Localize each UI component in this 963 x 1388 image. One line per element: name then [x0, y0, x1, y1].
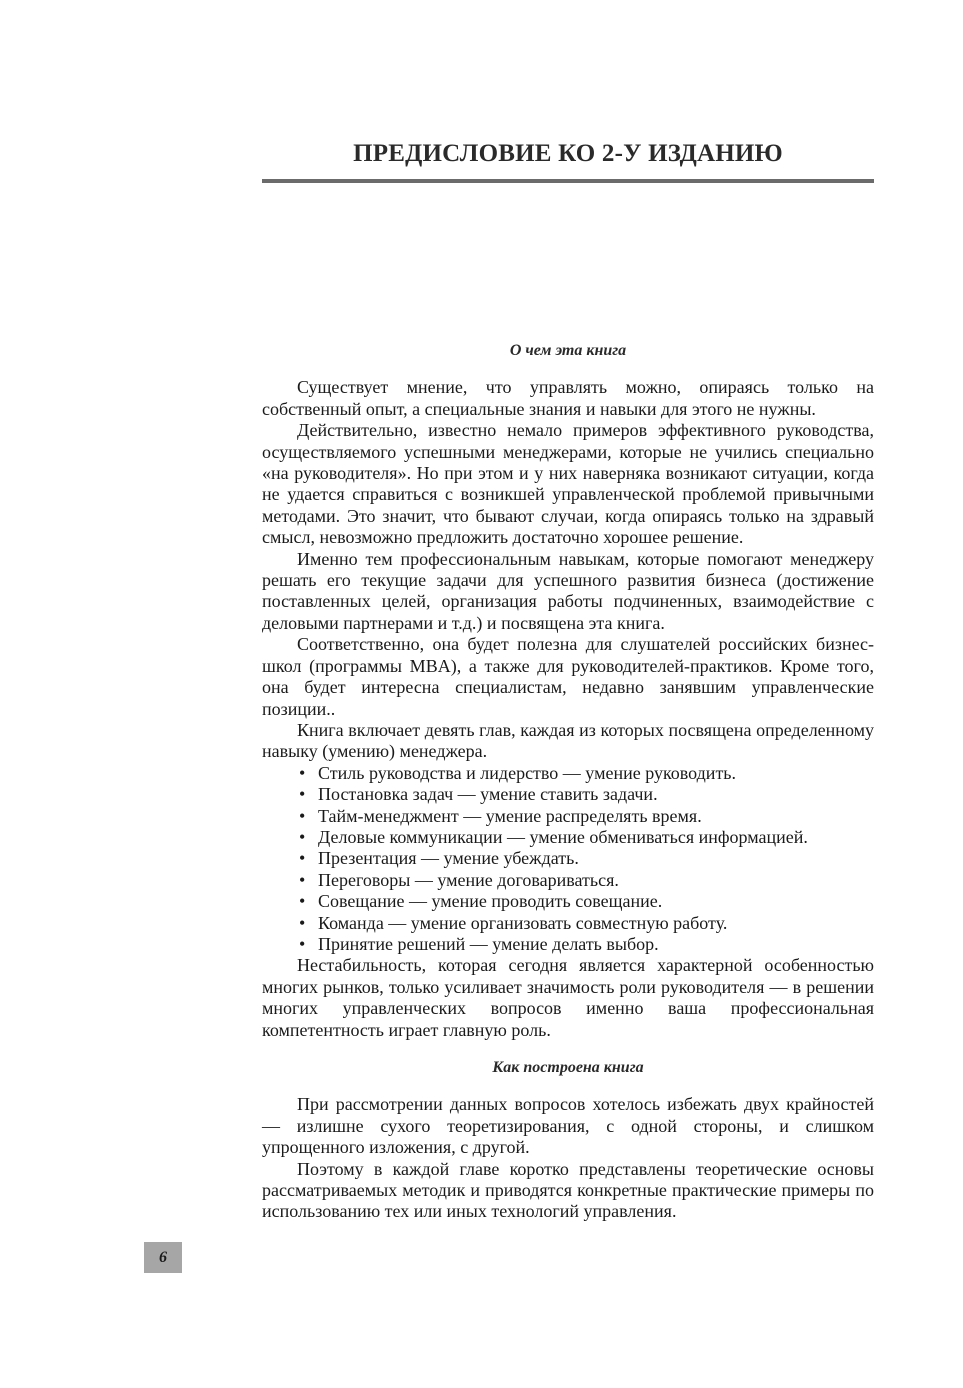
- list-item: • Переговоры — умение договариваться.: [262, 870, 874, 891]
- list-item: • Стиль руководства и лидерство — умение руководить.: [262, 763, 874, 784]
- skills-list: [262, 763, 874, 956]
- chapter-title: ПРЕДИСЛОВИЕ КО 2-У ИЗДАНИЮ: [353, 140, 783, 167]
- paragraph: Действительно, известно немало примеров эффективного руководства, осуществляемого успешными менеджерами, которые не учились специально «на руководителя». Но при этом и у них наверняка возникают ситуации, когда не удается справиться с возникшей управленческой проблемой привычными методами. Это значит, что бывают случаи, когда опираясь только на здравый смысл, невозможно предложить достаточно хорошее решение.: [262, 420, 874, 548]
- list-item: • Презентация — умение убеждать.: [262, 848, 874, 869]
- paragraph: Поэтому в каждой главе коротко представлены теоретические основы рассматриваемых методик и приводятся конкретные практические примеры по использованию тех или иных технологий управления.: [262, 1158, 874, 1222]
- page-content: [262, 340, 874, 1223]
- section-heading-structure: Как построена книга: [492, 1059, 644, 1076]
- paragraph: Существует мнение, что управлять можно, опираясь только на собственный опыт, а специальные знания и навыки для этого не нужны.: [262, 377, 874, 419]
- list-item: • Тайм-менеджмент — умение распределять время.: [262, 806, 874, 827]
- paragraph: Книга включает девять глав, каждая из которых посвящена определенному навыку (умению) менеджера.: [262, 719, 874, 762]
- title-rule: [262, 179, 874, 183]
- list-item: • Команда — умение организовать совместную работу.: [262, 913, 874, 934]
- list-item: • Принятие решений — умение делать выбор.: [262, 934, 874, 955]
- list-item: • Постановка задач — умение ставить задачи.: [262, 784, 874, 805]
- paragraph: Соответственно, она будет полезна для слушателей российских бизнес-школ (программы MBA), а также для руководителей-практиков. Кроме того, она будет интересна специалистам, недавно занявшим управленческие позиции..: [262, 634, 874, 719]
- list-item: • Совещание — умение проводить совещание.: [262, 891, 874, 912]
- section-heading-about: О чем эта книга: [509, 342, 627, 359]
- list-item: • Деловые коммуникации — умение обмениваться информацией.: [262, 827, 874, 848]
- paragraph: При рассмотрении данных вопросов хотелось избежать двух крайностей — излишне сухого теоретизирования, с одной стороны, и слишком упрощенного изложения, с другой.: [262, 1094, 874, 1158]
- paragraph: Именно тем профессиональным навыкам, которые помогают менеджеру решать его текущие задачи для успешного развития бизнеса (достижение поставленных целей, организация работы подчиненных, взаимодействие с деловыми партнерами и т.д.) и посвящена эта книга.: [262, 548, 874, 633]
- page-number: 6: [144, 1242, 182, 1273]
- paragraph: Нестабильность, которая сегодня является характерной особенностью многих рынков, только усиливает значимость роли руководителя — в решении многих управленческих вопросов именно ваша профессиональная компетентность играет главную роль.: [262, 955, 874, 1040]
